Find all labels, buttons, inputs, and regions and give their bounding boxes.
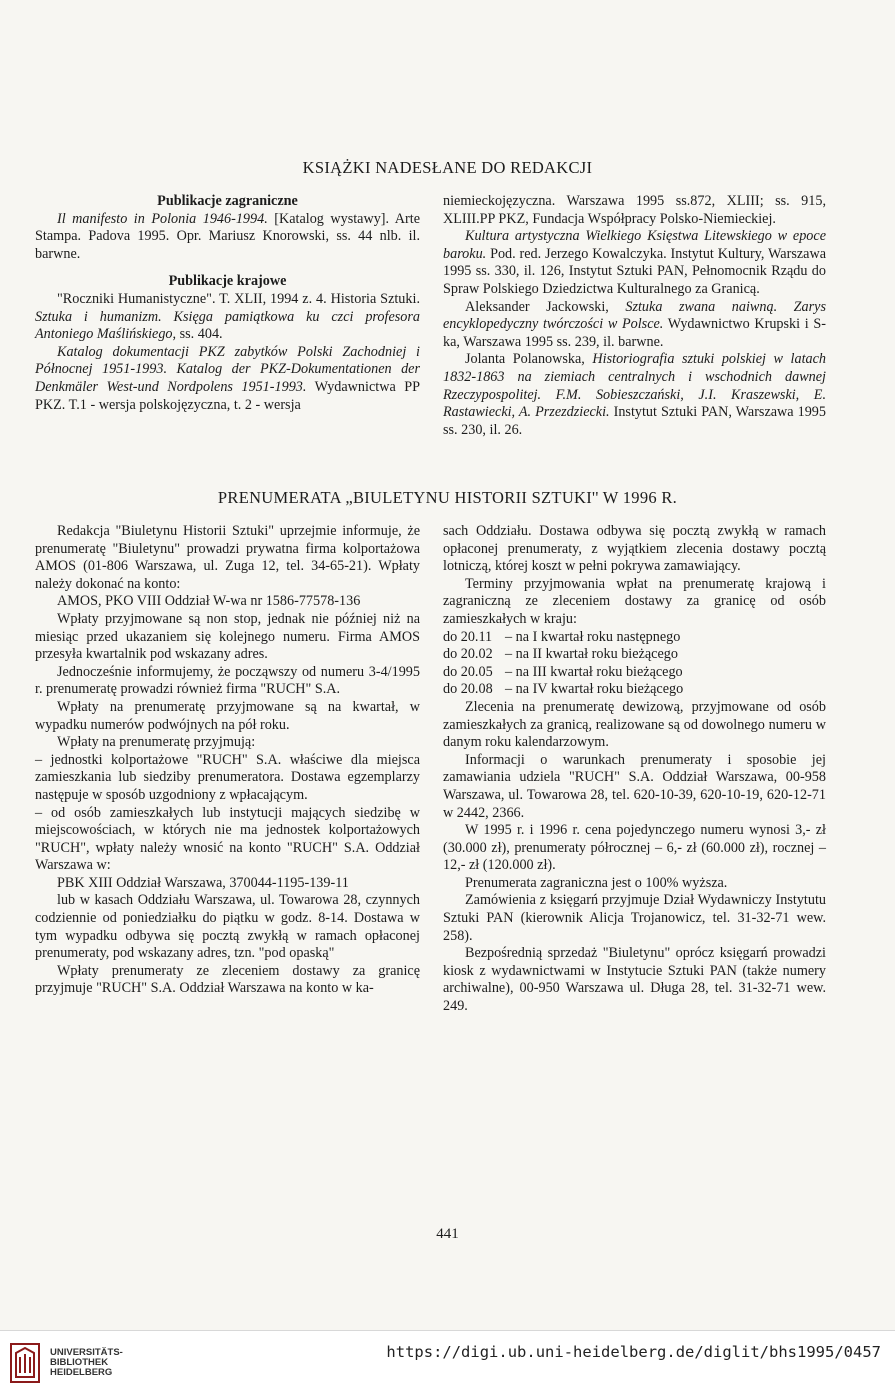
library-name <box>50 1348 123 1378</box>
right-column-subscription <box>443 523 826 1016</box>
domestic-publications-heading: Publikacje krajowe <box>168 273 287 290</box>
deadline-text: – na III kwartał roku bieżącego <box>505 663 683 680</box>
domestic-entry-2 <box>35 344 420 414</box>
entry5-details: Instytut Sztuki PAN, Warszawa 1995 ss. 230, il. 26. <box>443 404 826 438</box>
viewer-footer <box>0 1330 895 1397</box>
entry4-author: Aleksander Jackowski, <box>465 298 626 315</box>
entry4-title: Sztuka zwana naiwną. Zarys encyklopedyczny twórczości w Polsce. <box>443 298 826 333</box>
paragraph: Redakcja "Biuletynu Historii Sztuki" uprzejmie informuje, że prenumeratę "Biuletynu" prowadzi prywatna firma kolportażowa AMOS (01-806 Warszawa, ul. Zuga 12, tel. 34-65-21). Wpłaty należy dokonać na konto: <box>35 523 420 592</box>
deadline-date: do 20.02 <box>443 646 493 663</box>
list-item: – od osób zamieszkałych lub instytucji mających siedzibę w miejscowościach, w których nie ma jednostek kolportażowych "RUCH", wpłaty należy wnosić na konto "RUCH" S.A. Oddział Warszawa w: <box>35 804 420 874</box>
deadline-text: – na I kwartał roku następnego <box>505 628 681 645</box>
right-column-books <box>443 193 826 439</box>
paragraph: Zlecenia na prenumeratę dewizową, przyjmowane od osób zamieszkałych za granicą, realizowane są od dowolnego numeru w danym roku kalendarzowym. <box>443 698 826 751</box>
library-name-line: UNIVERSITÄTS- <box>50 1347 123 1358</box>
list-item <box>443 629 826 647</box>
paragraph: Bezpośrednią sprzedaż "Biuletynu" oprócz księgarń prowadzi kiosk z wydawnictwami w Instytucie Sztuki PAN (także numery archiwalne), 00-950 Warszawa ul. Długa 28, tel. 31-32-71 wew. 249. <box>443 945 826 1015</box>
university-seal-icon <box>10 1343 40 1383</box>
paragraph: Zamówienia z księgarń przyjmuje Dział Wydawniczy Instytutu Sztuki PAN (kierownik Alicja Trojanowicz, tel. 31-32-71 wew. 258). <box>443 892 826 944</box>
section-title-books: KSIĄŻKI NADESŁANE DO REDAKCJI <box>302 158 593 177</box>
paragraph: Terminy przyjmowania wpłat na prenumeratę krajową i zagraniczną ze zleceniem dostawy za granicę od osób zamieszkałych w kraju: <box>443 575 826 627</box>
paragraph: Wpłaty na prenumeratę przyjmują: <box>57 734 256 751</box>
library-name-line: HEIDELBERG <box>50 1367 113 1378</box>
entry5-title: Historiografia sztuki polskiej w latach 1832-1863 na ziemiach centralnych i wschodnich dawnej Rzeczypospolitej. F.M. Sobieszczański, J.I. Kraszewski, E. Rastawiecki, A. Przezdziecki. <box>443 351 826 421</box>
deadline-date: do 20.11 <box>443 628 493 645</box>
paragraph: Wpłaty na prenumeratę przyjmowane są na kwartał, w wypadku numerów podwójnych na pół roku. <box>35 698 420 733</box>
list-item <box>443 664 826 682</box>
domestic-entry-1 <box>35 291 420 344</box>
entry2-continuation: niemieckojęzyczna. Warszawa 1995 ss.872, XLIII; ss. 915, XLIII.PP PKZ, Fundacja Współpracy Polsko-Niemieckiej. <box>443 193 826 227</box>
entry2-title: Katalog dokumentacji PKZ zabytków Polski Zachodniej i Północnej 1951-1993. Katalog der PKZ-Dokumentationen der Denkmäler West-und Nordpolens 1951-1993. <box>35 343 420 395</box>
entry3-details: Pod. red. Jerzego Kowalczyka. Instytut Kultury, Warszawa 1995 ss. 330, il. 126, Instytut Sztuki PAN, Pełnomocnik Rządu do Spraw Polskiego Dziedzictwa Kulturalnego za Granicą. <box>443 245 826 297</box>
deadline-text: – na II kwartał roku bieżącego <box>505 646 678 663</box>
paragraph: Prenumerata zagraniczna jest o 100% wyższa. <box>465 874 728 891</box>
page-number: 441 <box>436 1226 459 1242</box>
entry1-title: Sztuka i humanizm. Księga pamiątkowa ku czci profesora Antoniego Maślińskiego, <box>35 308 420 343</box>
entry2-details: Wydawnictwa PP PKZ. T.1 - wersja polskojęzyczna, t. 2 - wersja <box>35 378 420 413</box>
account-ruch: PBK XIII Oddział Warszawa, 370044-1195-139-11 <box>57 874 349 891</box>
foreign-publications-heading: Publikacje zagraniczne <box>157 193 298 209</box>
paragraph: lub w kasach Oddziału Warszawa, ul. Towarowa 28, czynnych codziennie od poniedziałku do piątku w godz. 8-14. Dostawa w tym wypadku odbywa się pocztą zwykłą w ramach opłaconej prenumeraty, pod wskazany adres, tzn. "pod opaską" <box>35 892 420 962</box>
paragraph: Informacji o warunkach prenumeraty i sposobie jej zamawiania udziela "RUCH" S.A. Oddział Warszawa, 00-958 Warszawa, ul. Towarowa 28, tel. 620-10-39, 620-10-19, 620-12-71 w 2442, 2366. <box>443 751 826 821</box>
page-url[interactable]: https://digi.ub.uni-heidelberg.de/diglit/bhs1995/0457 <box>386 1343 881 1361</box>
deadline-date: do 20.05 <box>443 663 493 680</box>
library-name-line: BIBLIOTHEK <box>50 1357 109 1368</box>
domestic-entry-4 <box>443 299 826 352</box>
left-column-books <box>35 193 420 414</box>
list-item <box>443 681 826 699</box>
foreign-entry-details: [Katalog wystawy]. Arte Stampa. Padova 1995. Opr. Mariusz Knorowski, ss. 44 nlb. il. barwne. <box>35 210 420 262</box>
foreign-entry-title: Il manifesto in Polonia 1946-1994. <box>57 210 268 227</box>
domestic-entry-5 <box>443 351 826 439</box>
deadline-date: do 20.08 <box>443 681 493 698</box>
entry4-details: Wydawnictwo Krupski i S-ka, Warszawa 1995 ss. 239, il. barwne. <box>443 316 826 350</box>
left-column-subscription <box>35 523 420 998</box>
paragraph: W 1995 r. i 1996 r. cena pojedynczego numeru wynosi 3,- zł (30.000 zł), prenumeraty półrocznej – 6,- zł (60.000 zł), rocznej – 12,- zł (120.000 zł). <box>443 822 826 874</box>
list-item: – jednostki kolportażowe "RUCH" S.A. właściwe dla miejsca zamieszkania lub siedziby prenumeratora. Dostawa egzemplarzy następuje w sposób uzgodniony z wpłacającym. <box>35 751 420 803</box>
domestic-entry-3 <box>443 228 826 298</box>
entry3-title: Kultura artystyczna Wielkiego Księstwa Litewskiego w epoce baroku. <box>443 228 826 262</box>
quarter-deadlines <box>443 629 826 699</box>
paragraph: Wpłaty prenumeraty ze zleceniem dostawy za granicę przyjmuje "RUCH" S.A. Oddział Warszawa na konto w ka- <box>35 962 420 997</box>
entry1-details: ss. 404. <box>176 326 223 343</box>
paragraph: Jednocześnie informujemy, że począwszy od numeru 3-4/1995 r. prenumeratę prowadzi również firma "RUCH" S.A. <box>35 663 420 698</box>
foreign-entry <box>35 211 420 264</box>
entry5-author: Jolanta Polanowska, <box>465 351 593 368</box>
account-amos: AMOS, PKO VIII Oddział W-wa nr 1586-77578-136 <box>57 593 361 610</box>
paragraph: Wpłaty przyjmowane są non stop, jednak nie później niż na miesiąc przed ukazaniem się kolejnego numeru. Firma AMOS przesyła kwartalnik pod wskazany adres. <box>35 610 420 663</box>
deadline-text: – na IV kwartał roku bieżącego <box>505 681 684 698</box>
list-item <box>443 646 826 664</box>
paragraph: sach Oddziału. Dostawa odbywa się pocztą zwykłą w ramach opłaconej prenumeraty, z wyjątkiem zlecenia dostawy pocztą lotniczą, której koszt w pełni pokrywa zamawiający. <box>443 523 826 575</box>
section-title-subscription: PRENUMERATA „BIULETYNU HISTORII SZTUKI'' W 1996 R. <box>217 488 678 507</box>
library-logo[interactable] <box>10 1343 123 1383</box>
entry1-prefix: "Roczniki Humanistyczne". T. XLII, 1994 z. 4. Historia Sztuki. <box>57 290 420 307</box>
